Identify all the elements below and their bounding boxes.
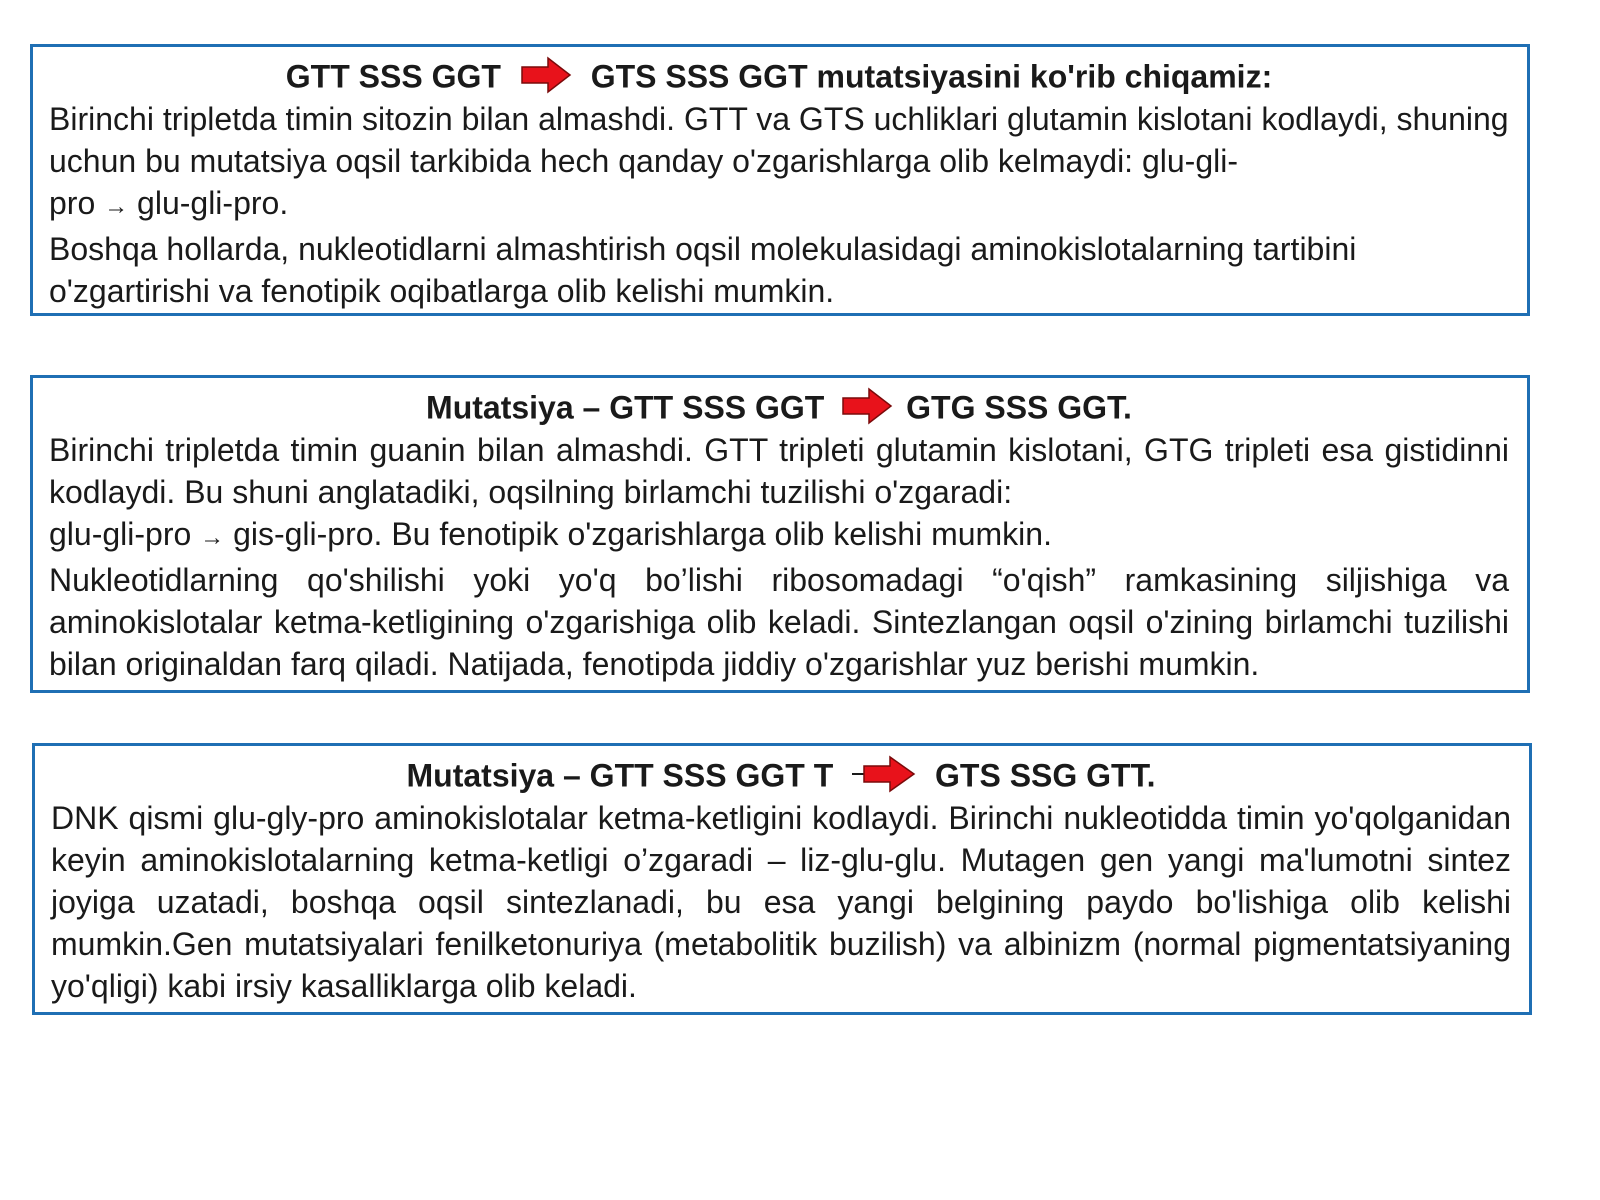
box-1-paragraph-2: Boshqa hollarda, nukleotidlarni almashtirish oqsil molekulasidagi aminokislotalarning tartibini o'zgartirishi va fenotipik oqibatlarga olib kelishi mumkin.: [49, 230, 1357, 309]
box-3-heading: [51, 752, 1511, 797]
info-box-3: [32, 743, 1532, 1015]
box-1-heading: [49, 53, 1509, 98]
right-arrow-icon: [852, 755, 916, 793]
box-1-p1-tail-right: glu-gli-pro.: [137, 184, 289, 221]
box-1-heading-left: GTT SSS GGT: [285, 58, 501, 95]
box-1-p1-text: Birinchi tripletda timin sitozin bilan almashdi. GTT va GTS uchliklari glutamin kislotani kodlaydi, shuning uchun bu mutatsiya oqsil tarkibida hech qanday o'zgarishlarga olib kelmaydi: glu-gli-: [49, 100, 1509, 179]
box-1-paragraph-1: [49, 98, 1509, 228]
box-1-p1-tail-left: pro: [49, 184, 96, 221]
box-2-p2-left: glu-gli-pro: [49, 515, 192, 552]
box-2-heading: [49, 384, 1509, 429]
box-2-paragraph-2: [49, 513, 1509, 559]
box-3-heading-left: Mutatsiya – GTT SSS GGT T: [406, 757, 834, 794]
box-2-p2-right: gis-gli-pro. Bu fenotipik o'zgarishlarga olib kelishi mumkin.: [233, 515, 1052, 552]
small-arrow-icon: →: [200, 523, 225, 551]
right-arrow-icon: [520, 56, 572, 94]
box-2-paragraph-1: Birinchi tripletda timin guanin bilan almashdi. GTT tripleti glutamin kislotani, GTG tripleti esa gistidinni kodlaydi. Bu shuni anglatadiki, oqsilning birlamchi tuzilishi o'zgaradi:: [49, 431, 1509, 510]
small-arrow-icon: →: [104, 192, 129, 220]
box-3-paragraph-1: DNK qismi glu-gly-pro aminokislotalar ketma-ketligini kodlaydi. Birinchi nukleotidda timin yo'qolganidan keyin aminokislotalarning ketma-ketligi o’zgaradi – liz-glu-glu. Mutagen gen yangi ma'lumotni sintez joyiga uzatadi, boshqa oqsil sintezlanadi, bu esa yangi belgining paydo bo'lishiga olib kelishi mumkin.Gen mutatsiyalari fenilketonuriya (metabolitik buzilish) va albinizm (normal pigmentatsiyaning yo'qligi) kabi irsiy kasalliklarga olib keladi.: [51, 799, 1511, 1004]
info-box-2: [30, 375, 1530, 693]
info-box-1: [30, 44, 1530, 316]
right-arrow-icon: [841, 387, 893, 425]
box-2-heading-left: Mutatsiya – GTT SSS GGT: [426, 389, 825, 426]
box-1-heading-right: GTS SSS GGT mutatsiyasini ko'rib chiqamiz:: [590, 58, 1273, 95]
box-2-heading-right: GTG SSS GGT.: [906, 389, 1132, 426]
box-2-paragraph-3: Nukleotidlarning qo'shilishi yoki yo'q bo’lishi ribosomadagi “o'qish” ramkasining siljishiga va aminokislotalar ketma-ketligining o'zgarishiga olib keladi. Sintezlangan oqsil o'zining birlamchi tuzilishi bilan originaldan farq qiladi. Natijada, fenotipda jiddiy o'zgarishlar yuz berishi mumkin.: [49, 561, 1509, 682]
box-3-heading-right: GTS SSG GTT.: [935, 757, 1156, 794]
